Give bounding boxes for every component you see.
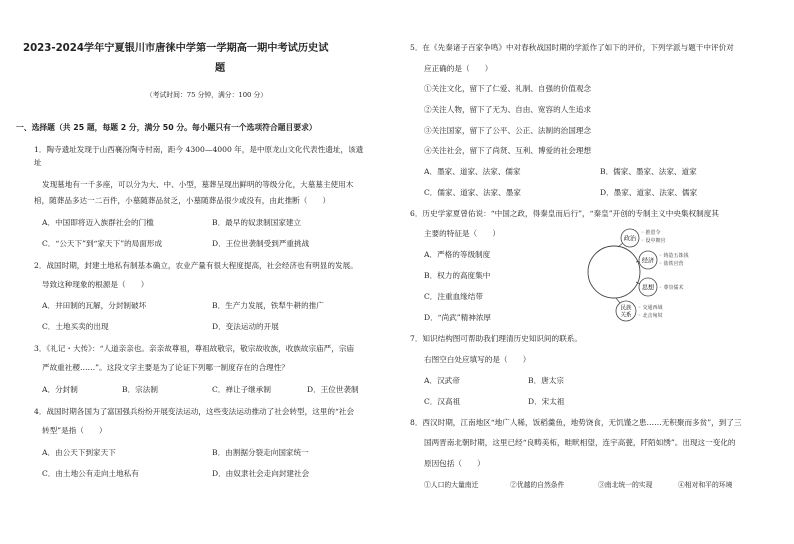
svg-text:◦ 推恩令: ◦ 推恩令 (641, 230, 661, 236)
question-6-option-a[interactable]: A．严格的等级制度 (424, 250, 491, 259)
question-8-stem: 8．西汉时期，江南地区“地广人稀，饭稻羹鱼，地势饶食，无饥馑之患……无积聚而多贫”，到了三 (410, 418, 742, 427)
svg-text:◦ 北击匈奴: ◦ 北击匈奴 (638, 313, 663, 319)
question-3-option-d[interactable]: D．王位世袭制 (307, 385, 359, 394)
knowledge-structure-diagram (580, 220, 696, 325)
svg-text:◦ 铸造五铢钱: ◦ 铸造五铢钱 (659, 253, 689, 259)
question-1-stem: 址 (34, 158, 42, 167)
question-2-option-b[interactable]: B．生产力发展，铁犁牛耕的推广 (212, 301, 324, 310)
question-6-option-b[interactable]: B．权力的高度集中 (424, 271, 491, 280)
question-2-option-c[interactable]: C．土地买卖的出现 (42, 322, 109, 331)
svg-text:◦ 尊崇儒术: ◦ 尊崇儒术 (659, 285, 684, 291)
node-thought (636, 278, 657, 296)
node-label: 思想 (641, 284, 655, 292)
question-3-option-b[interactable]: B．宗法制 (122, 385, 158, 394)
question-3-option-a[interactable]: A．分封制 (42, 385, 78, 394)
question-7-stem: 7．知识结构图可帮助我们理清历史知识间的联系。 (410, 334, 582, 343)
node-ethnic-relations (616, 298, 636, 321)
svg-text:◦ 盐铁官营: ◦ 盐铁官营 (659, 261, 684, 267)
question-4-option-d[interactable]: D．由奴隶社会走向封建社会 (212, 469, 310, 478)
question-5-option-d[interactable]: D．墨家、道家、法家、儒家 (600, 188, 698, 197)
question-5-stem: 5．在《先秦诸子百家争鸣》中对春秋战国时期的学派作了如下的评价，下列学派与题干中评价对 (410, 43, 734, 52)
question-5-stem: 应正确的是（ ） (424, 64, 493, 73)
diagram-notes (638, 229, 689, 319)
question-2-stem: 导致这种现象的根源是（ ） (42, 280, 149, 289)
question-8-item-4: ④相对和平的环境 (678, 481, 733, 489)
node-label: 政治 (623, 235, 637, 243)
question-4-option-c[interactable]: C．由土地公有走向土地私有 (42, 469, 139, 478)
question-5-item-4: ④关注社会，留下了尚贤、互利、博爱的社会理想 (424, 146, 592, 155)
question-8-item-1: ①人口的大量南迁 (424, 481, 479, 489)
question-7-option-a[interactable]: A．汉武帝 (424, 376, 460, 385)
question-5-option-b[interactable]: B．儒家、墨家、法家、道家 (600, 167, 697, 176)
question-1-option-d[interactable]: D．王位世袭制受到严重挑战 (212, 239, 310, 248)
svg-text:民族: 民族 (620, 305, 632, 312)
exam-title: 2023-2024学年宁夏银川市唐徕中学第一学期高一期中考试历史试 (23, 43, 329, 54)
question-3-stem: 严故重社稷……”。这段文字主要是为了论证下列哪一制度存在的合理性？ (42, 363, 289, 372)
question-4-stem: 4．战国时期各国为了富国强兵纷纷开展变法运动，这些变法运动推动了社会转型，这里的“社会 (34, 407, 355, 416)
question-4-option-b[interactable]: B．由割据分裂走向国家统一 (212, 448, 309, 457)
exam-title-continued: 题 (215, 63, 226, 74)
question-8-item-2: ②优越的自然条件 (510, 481, 565, 489)
svg-text:◦ 设中朝官: ◦ 设中朝官 (641, 238, 666, 244)
question-5-item-1: ①关注文化，留下了仁爱、礼制、自强的价值观念 (424, 84, 592, 93)
section-heading: 一、选择题（共 25 题，每题 2 分，满分 50 分。每小题只有一个选项符合题目要求） (16, 123, 317, 132)
question-1-stem: 1．陶寺遗址发现于山西襄汾陶寺村南，距今 4300—4000 年，是中原龙山文化代表性遗址，该遗 (34, 145, 364, 154)
question-2-stem: 2．战国时期，封建土地私有制基本确立，农业产量有很大程度提高，社会经济也有明显的发展。 (34, 261, 358, 270)
question-3-stem: 3．《礼记・大传》：“人道亲亲也。亲亲故尊祖，尊祖故敬宗，敬宗故收族，收族故宗庙严，宗庙 (34, 344, 355, 353)
center-blank-circle (588, 246, 640, 298)
node-label: 经济 (641, 257, 655, 265)
question-5-item-3: ③关注国家，留下了公平、公正、法制的治国理念 (424, 126, 592, 135)
question-4-stem: 转型”是指（ ） (42, 426, 107, 435)
svg-text:◦ 交通西域: ◦ 交通西域 (638, 305, 663, 311)
question-5-option-a[interactable]: A．墨家、道家、法家、儒家 (424, 167, 521, 176)
question-8-item-3: ③南北统一的实现 (598, 481, 653, 489)
question-8-stem: 国两晋南北朝时期，这里已经“良畴美柘，畦畎相望，连宇高甍，阡陌如绣”。出现这一变化的 (424, 438, 736, 447)
question-8-stem: 原因包括（ ） (424, 459, 485, 468)
question-6-stem: 主要的特征是（ ） (424, 229, 500, 238)
node-politics (618, 229, 639, 247)
question-4-option-a[interactable]: A．由公天下到家天下 (42, 448, 116, 457)
question-5-item-2: ②关注人物，留下了无为、自由、宽容的人生追求 (424, 105, 592, 114)
question-1-stem: 发现墓地有一千多座，可以分为大、中、小型，墓葬呈现出鲜明的等级分化，大墓墓主使用木 (42, 180, 354, 189)
question-1-option-b[interactable]: B．最早的奴隶制国家建立 (212, 218, 302, 227)
question-7-option-c[interactable]: C．汉高祖 (424, 397, 461, 406)
question-2-option-a[interactable]: A．井田制的瓦解，分封制破坏 (42, 301, 147, 310)
question-2-option-d[interactable]: D．变法运动的开展 (212, 322, 279, 331)
question-1-option-c[interactable]: C．“公天下”到“家天下”的局面形成 (42, 239, 163, 248)
question-1-option-a[interactable]: A．中国即将迈入族群社会的门槛 (42, 218, 154, 227)
question-6-stem: 6．历史学家夏曾佑说：“中国之政，得秦皇而后行”，“秦皇”开创的专制主义中央集权制度其 (410, 209, 719, 218)
exam-info: （考试时间：75 分钟，满分：100 分） (146, 91, 268, 99)
question-7-option-b[interactable]: B．唐太宗 (528, 376, 564, 385)
question-5-option-c[interactable]: C．儒家、道家、法家、墨家 (424, 188, 521, 197)
question-3-option-c[interactable]: C．禅让子继承制 (212, 385, 271, 394)
question-7-option-d[interactable]: D．宋太祖 (528, 397, 565, 406)
question-7-stem: 右图空白处应填写的是（ ） (424, 355, 531, 364)
svg-text:关系: 关系 (620, 312, 632, 319)
question-6-option-c[interactable]: C．注重血缘结带 (424, 292, 483, 301)
question-6-option-d[interactable]: D．“尚武”精神浓厚 (424, 313, 492, 322)
question-1-stem: 棺，随葬品多达一二百件，小墓随葬品贫乏，小墓随葬品很少或没有，由此推断（ ） (34, 196, 331, 205)
